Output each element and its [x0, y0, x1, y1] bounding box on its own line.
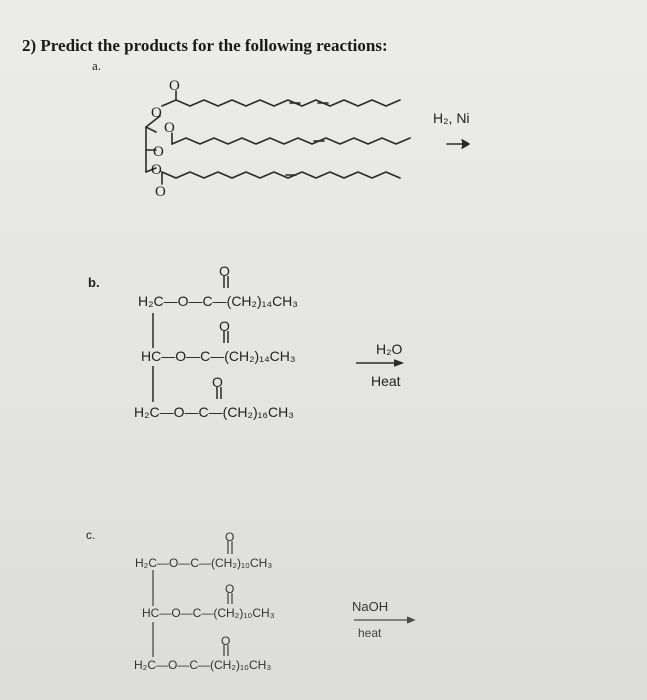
c-row1-chain: (CH₂)₁₀CH₃ — [211, 556, 273, 570]
c-ester-row-2 — [142, 606, 275, 620]
c-row3-chain: (CH₂)₁₀CH₃ — [210, 658, 272, 672]
ester-oxygen-1: O — [151, 105, 162, 121]
b-row2-link: —O—C— — [161, 348, 225, 364]
c-row2-carbon: HC — [142, 606, 160, 620]
c-ester-row-1 — [135, 556, 272, 570]
c-carbonyl-oxygen-1: O — [225, 530, 235, 544]
b-row3-chain: (CH₂)₁₆CH₃ — [222, 404, 294, 420]
b-carbonyl-oxygen-3: O — [212, 374, 223, 390]
carbonyl-oxygen-1: O — [169, 78, 180, 94]
reagent-c-top: NaOH — [352, 599, 389, 614]
c-row2-chain: (CH₂)₁₀CH₃ — [213, 606, 275, 620]
reagent-b-bottom: Heat — [371, 373, 401, 389]
b-row1-carbon: H₂C — [138, 293, 164, 309]
b-row1-chain: (CH₂)₁₄CH₃ — [226, 293, 298, 309]
part-a-label: a. — [92, 58, 102, 73]
question-heading: 2) Predict the products for the following reactions: — [22, 36, 388, 55]
reagent-c-bottom: heat — [358, 626, 382, 640]
reagent-a: H₂, Ni — [433, 110, 470, 126]
b-row3-link: —O—C— — [159, 404, 223, 420]
c-carbonyl-oxygen-3: O — [221, 634, 231, 648]
c-carbonyl-oxygen-2: O — [225, 582, 235, 596]
b-carbonyl-oxygen-1: O — [219, 263, 230, 279]
b-row1-link: —O—C— — [163, 293, 227, 309]
part-b-label: b. — [88, 275, 100, 290]
c-row1-link: —O—C— — [157, 556, 211, 570]
c-row1-carbon: H₂C — [135, 556, 157, 570]
c-row3-carbon: H₂C — [134, 658, 156, 672]
c-ester-row-3 — [134, 658, 271, 672]
b-carbonyl-oxygen-2: O — [219, 318, 230, 334]
b-row2-chain: (CH₂)₁₄CH₃ — [224, 348, 296, 364]
carbonyl-oxygen-2: O — [164, 120, 175, 136]
ester-oxygen-2: O — [153, 144, 164, 160]
carbonyl-oxygen-3: O — [155, 184, 166, 200]
ester-oxygen-3: O — [151, 162, 162, 178]
reagent-b-top: H₂O — [376, 341, 403, 357]
c-row3-link: —O—C— — [156, 658, 210, 672]
b-row2-carbon: HC — [141, 348, 162, 364]
c-row2-link: —O—C— — [159, 606, 214, 620]
part-c-label: c. — [86, 528, 96, 542]
b-row3-carbon: H₂C — [134, 404, 160, 420]
